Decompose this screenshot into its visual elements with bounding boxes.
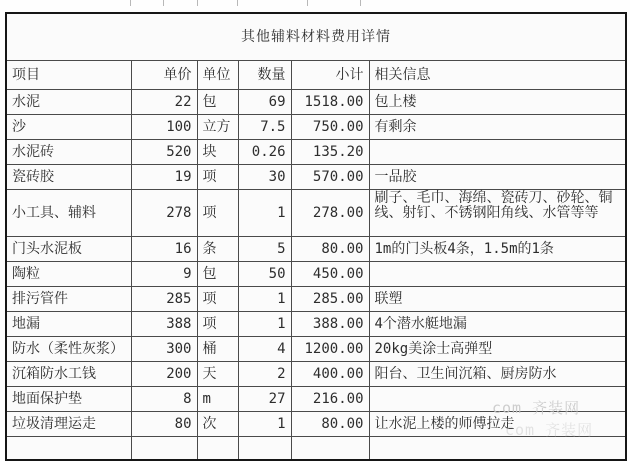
cell-unit: 块 <box>197 140 238 165</box>
cell-subtotal: 80.00 <box>291 412 369 437</box>
column-header-subtotal: 小计 <box>291 61 369 90</box>
cell-item: 水泥 <box>6 90 131 115</box>
cell-price: 19 <box>131 165 197 190</box>
cell-info: 20kg美涂士高弹型 <box>369 337 626 362</box>
cell-item: 沙 <box>6 115 131 140</box>
materials-cost-table <box>5 12 627 461</box>
table-row <box>6 387 626 412</box>
cell-qty: 1 <box>238 412 291 437</box>
cell-qty: 1 <box>238 287 291 312</box>
cell-info: 联塑 <box>369 287 626 312</box>
cell-subtotal: 1200.00 <box>291 337 369 362</box>
cell-qty: 4 <box>238 337 291 362</box>
cell-item: 地面保护垫 <box>6 387 131 412</box>
cell-item: 垃圾清理运走 <box>6 412 131 437</box>
cell-subtotal: 400.00 <box>291 362 369 387</box>
table-row <box>6 90 626 115</box>
watermark: com 齐装网 <box>492 399 581 417</box>
cell-info <box>369 387 626 412</box>
cell-subtotal: 135.20 <box>291 140 369 165</box>
cell-item: 陶粒 <box>6 262 131 287</box>
cell-info: 包上楼 <box>369 90 626 115</box>
grid-tick <box>163 0 164 6</box>
cell-unit: 立方 <box>197 115 238 140</box>
column-header-qty: 数量 <box>238 61 291 90</box>
column-header-price: 单价 <box>131 61 197 90</box>
cell-subtotal: 285.00 <box>291 287 369 312</box>
cell-price: 100 <box>131 115 197 140</box>
cell-subtotal: 450.00 <box>291 262 369 287</box>
title-row <box>6 13 626 61</box>
table-row-partial <box>6 437 626 461</box>
cell-subtotal: 750.00 <box>291 115 369 140</box>
cell-price: 520 <box>131 140 197 165</box>
cell-info: 4个潜水艇地漏 <box>369 312 626 337</box>
table-row <box>6 115 626 140</box>
cell-price: 80 <box>131 412 197 437</box>
column-header-info: 相关信息 <box>369 61 626 90</box>
grid-tick <box>360 0 361 6</box>
table-row <box>6 237 626 262</box>
table-row <box>6 165 626 190</box>
grid-tick <box>237 0 238 6</box>
cell-info: 有剩余 <box>369 115 626 140</box>
cell-price: 22 <box>131 90 197 115</box>
cell-subtotal: 570.00 <box>291 165 369 190</box>
cell-qty: 50 <box>238 262 291 287</box>
cell-unit: 次 <box>197 412 238 437</box>
cell-price: 300 <box>131 337 197 362</box>
cell-subtotal: 1518.00 <box>291 90 369 115</box>
cell-subtotal: 216.00 <box>291 387 369 412</box>
table-row <box>6 337 626 362</box>
cell-item: 水泥砖 <box>6 140 131 165</box>
cell-info: 一品胶 <box>369 165 626 190</box>
cell-item: 排污管件 <box>6 287 131 312</box>
cell-qty: 27 <box>238 387 291 412</box>
cell-item: 沉箱防水工钱 <box>6 362 131 387</box>
cell-item: 小工具、辅料 <box>6 190 131 237</box>
cell-price: 16 <box>131 237 197 262</box>
cell-info: 阳台、卫生间沉箱、厨房防水 <box>369 362 626 387</box>
table-title: 其他辅料材料费用详情 <box>6 13 626 61</box>
cell-info: 让水泥上楼的师傅拉走 <box>369 412 626 437</box>
cell-unit: 包 <box>197 262 238 287</box>
cell-price: 8 <box>131 387 197 412</box>
cell-unit: 条 <box>197 237 238 262</box>
cell-qty: 7.5 <box>238 115 291 140</box>
cell-info <box>369 262 626 287</box>
cell-price: 9 <box>131 262 197 287</box>
table-row <box>6 412 626 437</box>
cell-item: 防水（柔性灰浆） <box>6 337 131 362</box>
cell-unit: 项 <box>197 165 238 190</box>
cell-price: 388 <box>131 312 197 337</box>
cell-price: 200 <box>131 362 197 387</box>
cell-subtotal: 80.00 <box>291 237 369 262</box>
cell-qty: 5 <box>238 237 291 262</box>
cell-item: 地漏 <box>6 312 131 337</box>
table-row <box>6 190 626 237</box>
cell-qty: 30 <box>238 165 291 190</box>
cell-qty: 1 <box>238 312 291 337</box>
cell-info <box>369 140 626 165</box>
cell-info: 1m的门头板4条，1.5m的1条 <box>369 237 626 262</box>
cell-qty: 69 <box>238 90 291 115</box>
cell-subtotal: 388.00 <box>291 312 369 337</box>
table-row <box>6 287 626 312</box>
cell-unit: 天 <box>197 362 238 387</box>
header-row <box>6 61 626 90</box>
cell-unit: 项 <box>197 287 238 312</box>
cell-info: 刷子、毛巾、海绵、瓷砖刀、砂轮、铜线、射钉、不锈钢阳角线、水管等等 <box>369 190 626 237</box>
grid-tick <box>307 0 308 6</box>
cell-subtotal: 278.00 <box>291 190 369 237</box>
cell-item: 瓷砖胶 <box>6 165 131 190</box>
cell-qty: 2 <box>238 362 291 387</box>
cell-unit: m <box>197 387 238 412</box>
watermark-faint: com 齐装网 <box>505 421 594 439</box>
cell-unit: 项 <box>197 190 238 237</box>
cell-qty: 0.26 <box>238 140 291 165</box>
column-header-item: 项目 <box>6 61 131 90</box>
table-row <box>6 312 626 337</box>
cell-price: 278 <box>131 190 197 237</box>
column-header-unit: 单位 <box>197 61 238 90</box>
cell-item: 门头水泥板 <box>6 237 131 262</box>
cell-qty: 1 <box>238 190 291 237</box>
cell-unit: 包 <box>197 90 238 115</box>
table-row <box>6 362 626 387</box>
cell-unit: 桶 <box>197 337 238 362</box>
cell-price: 285 <box>131 287 197 312</box>
grid-tick <box>197 0 198 6</box>
cell-unit: 项 <box>197 312 238 337</box>
table-row <box>6 262 626 287</box>
table-row <box>6 140 626 165</box>
grid-tick <box>130 0 131 6</box>
